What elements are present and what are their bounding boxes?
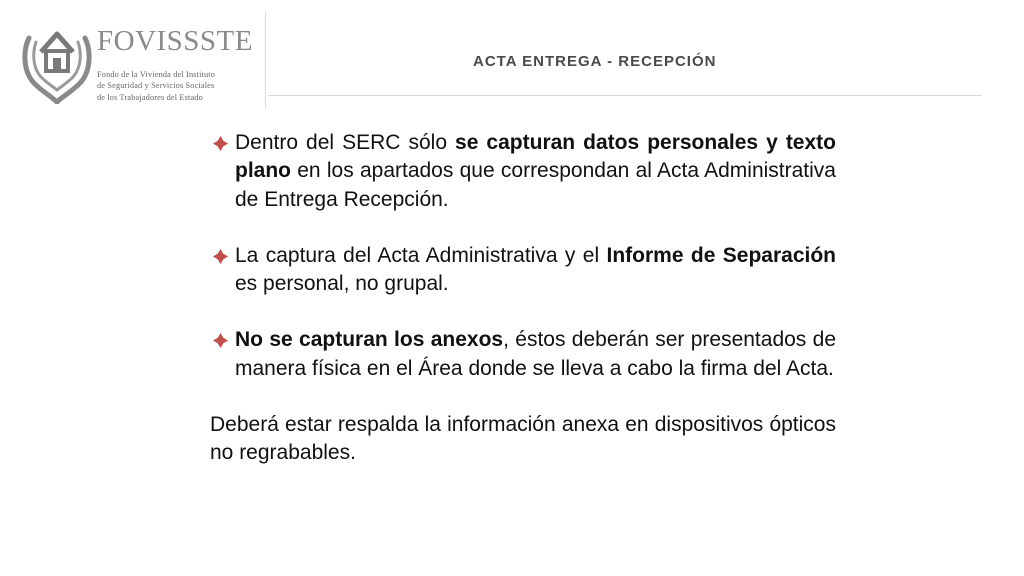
logo-line: Fondo de la Vivienda del Instituto xyxy=(97,70,216,79)
bullet-text: Dentro del SERC sólo se capturan datos personales y texto plano en los apartados que correspondan al Acta Administrativa de Entrega Recepción. xyxy=(235,131,836,211)
hands-house-logo-icon xyxy=(21,18,93,104)
logo-name: FOVISSSTE xyxy=(97,25,253,57)
slide-title: ACTA ENTREGA - RECEPCIÓN xyxy=(473,53,717,70)
fovissste-logo xyxy=(15,12,266,108)
bullet-text: No se capturan los anexos, éstos deberán ser presentados de manera física en el Área donde se lleva a cabo la firma del Acta. xyxy=(235,328,836,380)
closing-paragraph: Deberá estar respalda la información anexa en dispositivos ópticos no regrabables. xyxy=(210,413,836,465)
logo-line: de Seguridad y Servicios Sociales xyxy=(97,81,215,91)
diamond-bullet-icon xyxy=(213,333,228,348)
diamond-bullet-icon xyxy=(213,136,228,151)
bullet-text: La captura del Acta Administrativa y el Informe de Separación es personal, no grupal. xyxy=(235,243,836,296)
slide-body xyxy=(210,129,836,468)
bullet-item xyxy=(210,129,836,214)
bullet-item xyxy=(210,242,836,299)
logo-line: de los Trabajadores del Estado xyxy=(97,92,203,102)
diamond-bullet-icon xyxy=(213,249,228,264)
logo-subtitle xyxy=(97,69,257,103)
bullet-item xyxy=(210,326,836,383)
header-divider xyxy=(268,95,982,96)
